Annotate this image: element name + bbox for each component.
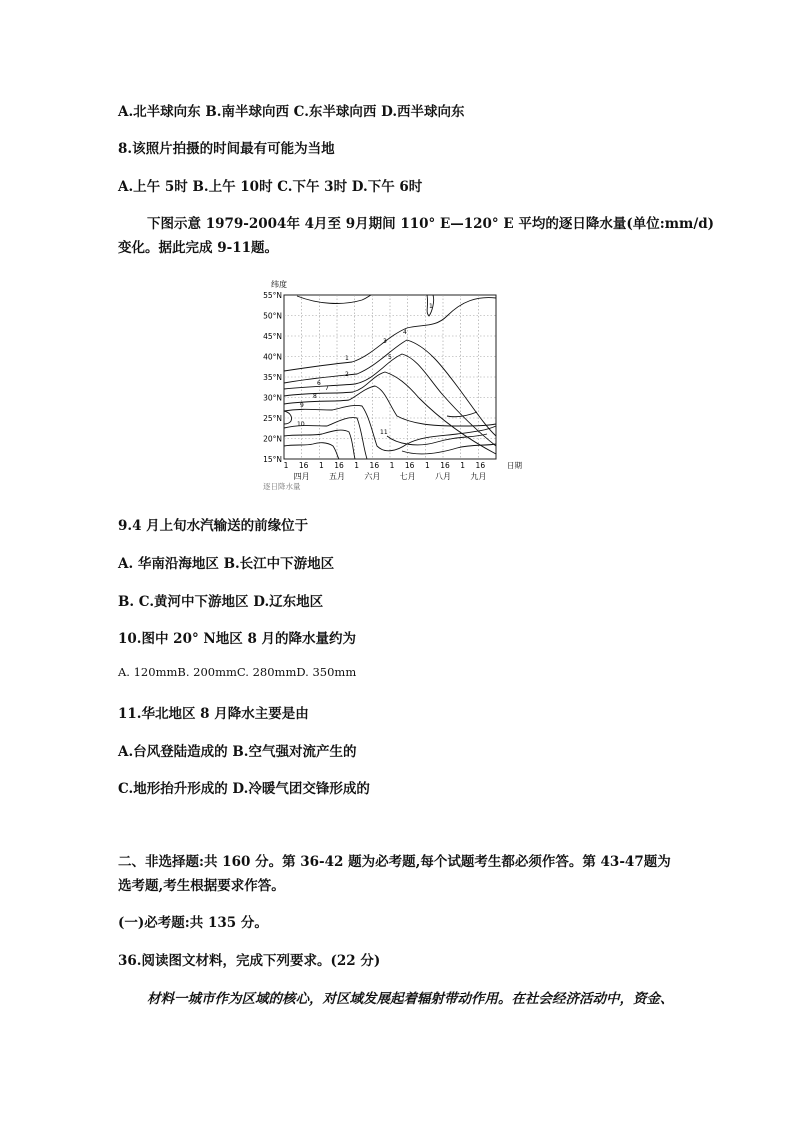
q9-stem: 9.4 月上旬水汽输送的前缘位于: [118, 518, 309, 534]
material-line: 材料一城市作为区域的核心，对区域发展起着辐射带动作用。在社会经济活动中，资金、: [147, 991, 674, 1007]
y-tick-label: 50°N: [263, 311, 282, 321]
q8-stem: 8.该照片拍摄的时间最有可能为当地: [118, 141, 335, 157]
y-tick-label: 15°N: [263, 455, 282, 464]
x-tick-label: 16: [440, 461, 450, 470]
x-tick-label: 1: [318, 461, 324, 470]
contour-label: 10: [297, 421, 305, 428]
q10-options: A. 120mmB. 200mmC. 280mmD. 350mm: [118, 665, 357, 679]
contour-label: 1: [345, 355, 349, 362]
x-tick-label: 16: [298, 461, 309, 470]
x-tick-label: 1: [424, 461, 430, 470]
y-tick-label: 35°N: [263, 373, 282, 382]
q36-stem: 36.阅读图文材料，完成下列要求。(22 分): [118, 953, 381, 969]
x-tick-label: 1: [354, 461, 360, 470]
q11-options-2: C.地形抬升形成的 D.冷暖气团交锋形成的: [118, 781, 370, 797]
contour-label: 8: [313, 393, 317, 400]
contour-label: 11: [380, 429, 388, 436]
x-tick-label: 16: [369, 461, 380, 470]
month-label: 七月: [399, 472, 416, 481]
contour-label: 3: [383, 338, 387, 345]
q8-options: A.上午 5时 B.上午 10时 C.下午 3时 D.下午 6时: [118, 179, 423, 195]
y-tick-label: 40°N: [263, 352, 282, 362]
chart-ylabel: 纬度: [271, 280, 287, 289]
contour-label: 4: [403, 329, 407, 336]
y-tick-label: 45°N: [263, 332, 282, 341]
chart-xlabel: 日期: [507, 461, 522, 470]
month-label: 九月: [470, 472, 487, 481]
section2-line-1: 二、非选择题:共 160 分。第 36-42 题为必考题,每个试题考生都必须作答。第 43-47题为: [118, 854, 671, 870]
required-header: (一)必考题:共 135 分。: [118, 915, 268, 931]
y-tick-label: 30°N: [263, 393, 282, 403]
x-tick-label: 16: [404, 461, 415, 470]
month-label: 六月: [364, 472, 381, 481]
chart-caption: 逐日降水量: [263, 482, 301, 491]
q11-stem: 11.华北地区 8 月降水主要是由: [118, 706, 309, 722]
x-tick-label: 16: [334, 461, 344, 470]
contour-label: 7: [325, 385, 329, 392]
month-label: 五月: [329, 472, 345, 481]
section2-line-2: 选考题,考生根据要求作答。: [118, 878, 285, 894]
precipitation-contour-chart: [257, 276, 537, 491]
q10-stem: 10.图中 20° N地区 8 月的降水量约为: [118, 631, 357, 647]
x-tick-label: 1: [460, 461, 466, 470]
q9-options-1: A. 华南沿海地区 B.长江中下游地区: [118, 556, 335, 572]
contour-label: 9: [300, 402, 304, 409]
y-tick-label: 55°N: [263, 291, 282, 300]
q9-options-2: B. C.黄河中下游地区 D.辽东地区: [118, 594, 324, 610]
y-tick-label: 20°N: [263, 434, 282, 444]
q7-options: A.北半球向东 B.南半球向西 C.东半球向西 D.西半球向东: [118, 104, 465, 120]
contour-label: 1: [429, 303, 433, 310]
contour-label: 5: [388, 354, 392, 361]
intro-line-1: 下图示意 1979-2004年 4月至 9月期间 110° E—120° E 平均的逐日降水量(单位:mm/d): [147, 216, 715, 232]
intro-line-2: 变化。据此完成 9-11题。: [118, 240, 278, 256]
contour-label: 6: [317, 380, 321, 387]
contour-label: 2: [345, 371, 349, 378]
month-label: 四月: [293, 472, 310, 481]
month-label: 八月: [435, 472, 451, 481]
q11-options-1: A.台风登陆造成的 B.空气强对流产生的: [118, 744, 357, 760]
x-tick-label: 16: [475, 461, 486, 470]
y-tick-label: 25°N: [263, 414, 282, 423]
x-tick-label: 1: [283, 461, 289, 470]
x-tick-label: 1: [389, 461, 395, 470]
